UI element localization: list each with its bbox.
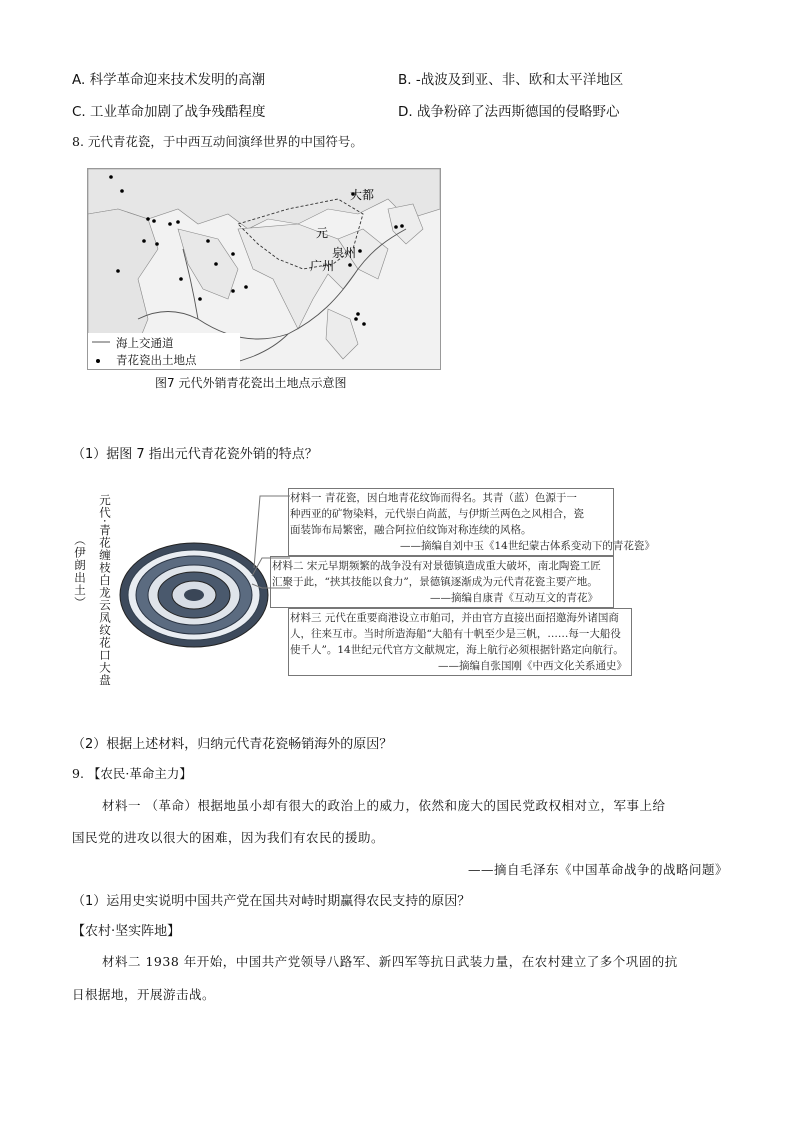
material-2-line2: 汇聚于此，“挟其技能以食力”，景德镇逐渐成为元代青花瓷主要产地。 [272,576,598,588]
plate-title: 元代·青花缠枝白龙云凤纹花口大盘 [98,494,112,687]
material-1-line1: 材料一 青花瓷，因白地青花纹饰而得名。其青（蓝）色源于一 [290,492,577,504]
option-a: A. 科学革命迎来技术发明的高潮 [72,72,266,88]
q9-material-1-line2: 国民党的进攻以很大的困难，因为我们有农民的援助。 [72,830,385,845]
material-1-source: ——摘编自刘中玉《14世纪蒙古体系变动下的青花瓷》 [400,540,655,552]
option-d: D. 战争粉碎了法西斯德国的侵略野心 [398,104,620,120]
legend-route: 海上交通道 [116,336,174,350]
material-1-line2: 种西亚的矿物染料，元代崇白尚蓝，与伊斯兰两色之风相合，瓷 [290,508,584,520]
label-yuan: 元 [316,226,329,240]
question-9-section-2: 【农村·坚实阵地】 [72,924,181,939]
question-8-stem: 8. 元代青花瓷，于中西互动间演绎世界的中国符号。 [72,134,363,149]
option-b: B. -战波及到亚、非、欧和太平洋地区 [398,72,624,88]
q9-material-2-line2: 日根据地，开展游击战。 [72,987,216,1002]
material-3-line1: 材料三 元代在重要商港设立市舶司，并由官方直接出面招邀海外诸国商 [290,612,619,624]
map-legend [88,333,240,369]
question-9-sub1: （1）运用史实说明中国共产党在国共对峙时期赢得农民支持的原因？ [72,894,471,909]
question-8-sub2: （2）根据上述材料，归纳元代青花瓷畅销海外的原因？ [72,737,393,752]
material-2-source: ——摘编自康青《互动互文的青花》 [430,592,598,604]
material-3-line2: 人，往来互市。当时所造海船“大船有十帆至少是三帆，……每一大船役 [290,628,621,640]
plate-origin: （伊朗出土） [73,534,87,609]
question-8-sub1: （1）据图 7 指出元代青花瓷外销的特点？ [72,447,318,462]
material-3-source: ——摘编自张国刚《中西文化关系通史》 [438,660,627,672]
label-quanzhou: 泉州 [332,246,357,260]
q9-material-1-line1: 材料一 （革命）根据地虽小却有很大的政治上的威力，依然和庞大的国民党政权相对立，军事上给 [102,798,666,813]
export-map [87,168,441,370]
label-dadu: 大都 [350,188,375,202]
q9-material-1-source: ——摘自毛泽东《中国革命战争的战略问题》 [468,862,729,877]
label-guangzhou: 广州 [310,259,335,273]
site-legend-dot [96,359,100,363]
q9-material-2-line1: 材料二 1938 年开始，中国共产党领导八路军、新四军等抗日武装力量，在农村建立了多个巩固的抗 [102,954,678,969]
material-3-line3: 使千人”。14世纪元代官方文献规定，海上航行必须根据针路定向航行。 [290,644,624,656]
map-caption: 图7 元代外销青花瓷出土地点示意图 [155,376,347,390]
question-9-header: 9. 【农民·革命主力】 [72,766,192,781]
legend-site: 青花瓷出土地点 [116,353,197,367]
material-1-line3: 面装饰布局繁密，融合阿拉伯纹饰对称连续的风格。 [290,524,532,536]
option-c: C. 工业革命加剧了战争残酷程度 [72,104,266,120]
material-2-line1: 材料二 宋元早期频繁的战争没有对景德镇造成重大破坏，南北陶瓷工匠 [272,560,601,572]
